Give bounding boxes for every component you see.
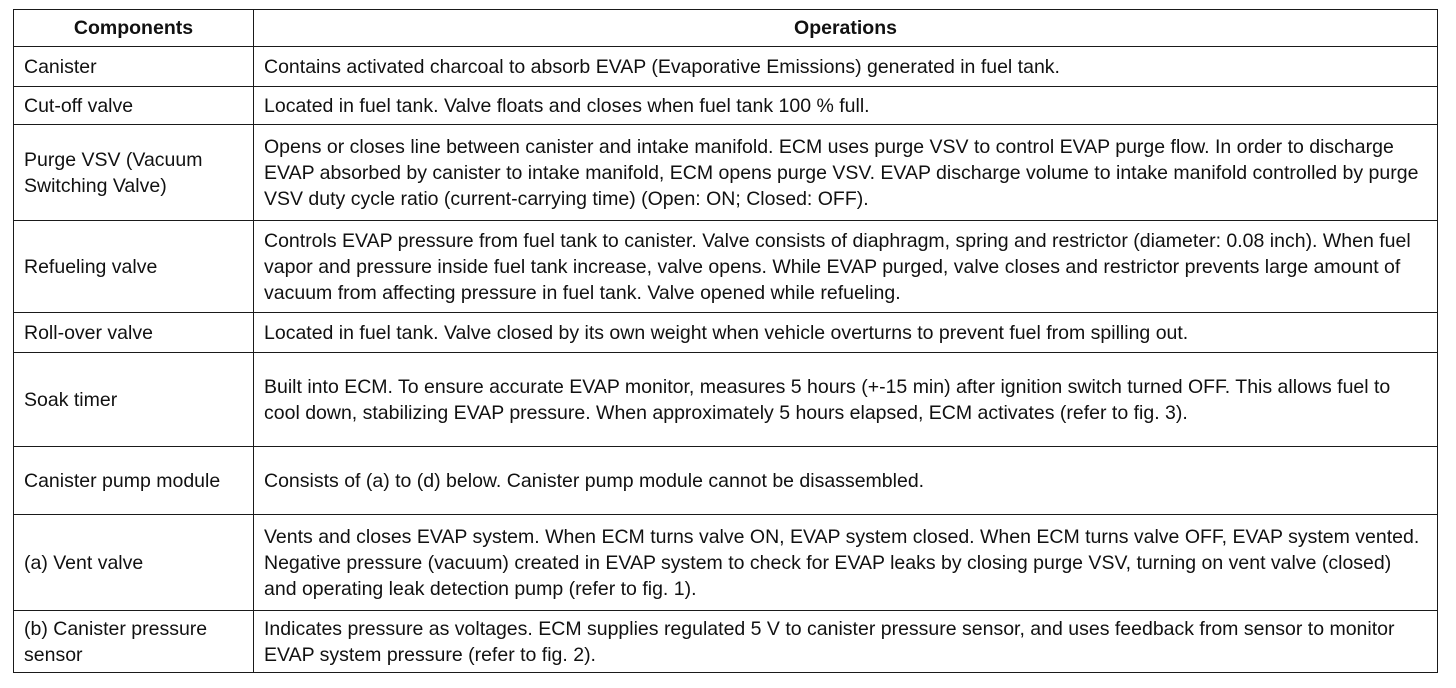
header-row: [14, 10, 1438, 47]
component-cell: Soak timer: [14, 353, 254, 447]
component-cell: Purge VSV (Vacuum Switching Valve): [14, 125, 254, 221]
table-row: [14, 611, 1438, 673]
header-operations: Operations: [254, 10, 1438, 47]
table-row: [14, 221, 1438, 313]
component-cell: Refueling valve: [14, 221, 254, 313]
operation-cell: Consists of (a) to (d) below. Canister pump module cannot be disassembled.: [254, 447, 1438, 515]
operation-cell: Located in fuel tank. Valve closed by its own weight when vehicle overturns to prevent fuel from spilling out.: [254, 313, 1438, 353]
table-row: [14, 313, 1438, 353]
component-cell: (a) Vent valve: [14, 515, 254, 611]
header-components: Components: [14, 10, 254, 47]
components-operations-table: [13, 9, 1438, 673]
table-row: [14, 515, 1438, 611]
operation-cell: Controls EVAP pressure from fuel tank to canister. Valve consists of diaphragm, spring and restrictor (diameter: 0.08 inch). When fuel vapor and pressure inside fuel tank increase, valve opens. While EVAP purged, valve closes and restrictor prevents large amount of vacuum from affecting pressure in fuel tank. Valve opened while refueling.: [254, 221, 1438, 313]
operation-cell: Opens or closes line between canister and intake manifold. ECM uses purge VSV to control EVAP purge flow. In order to discharge EVAP absorbed by canister to intake manifold, ECM opens purge VSV. EVAP discharge volume to intake manifold controlled by purge VSV duty cycle ratio (current-carrying time) (Open: ON; Closed: OFF).: [254, 125, 1438, 221]
component-cell: (b) Canister pressure sensor: [14, 611, 254, 673]
operation-cell: Vents and closes EVAP system. When ECM turns valve ON, EVAP system closed. When ECM turns valve OFF, EVAP system vented. Negative pressure (vacuum) created in EVAP system to check for EVAP leaks by closing purge VSV, turning on vent valve (closed) and operating leak detection pump (refer to fig. 1).: [254, 515, 1438, 611]
component-cell: Canister: [14, 47, 254, 87]
table-row: [14, 125, 1438, 221]
component-cell: Canister pump module: [14, 447, 254, 515]
operation-cell: Located in fuel tank. Valve floats and closes when fuel tank 100 % full.: [254, 87, 1438, 125]
table-row: [14, 447, 1438, 515]
table-row: [14, 87, 1438, 125]
table-row: [14, 353, 1438, 447]
component-cell: Roll-over valve: [14, 313, 254, 353]
operation-cell: Indicates pressure as voltages. ECM supplies regulated 5 V to canister pressure sensor, and uses feedback from sensor to monitor EVAP system pressure (refer to fig. 2).: [254, 611, 1438, 673]
table-row: [14, 47, 1438, 87]
operation-cell: Built into ECM. To ensure accurate EVAP monitor, measures 5 hours (+-15 min) after ignition switch turned OFF. This allows fuel to cool down, stabilizing EVAP pressure. When approximately 5 hours elapsed, ECM activates (refer to fig. 3).: [254, 353, 1438, 447]
operation-cell: Contains activated charcoal to absorb EVAP (Evaporative Emissions) generated in fuel tank.: [254, 47, 1438, 87]
component-cell: Cut-off valve: [14, 87, 254, 125]
